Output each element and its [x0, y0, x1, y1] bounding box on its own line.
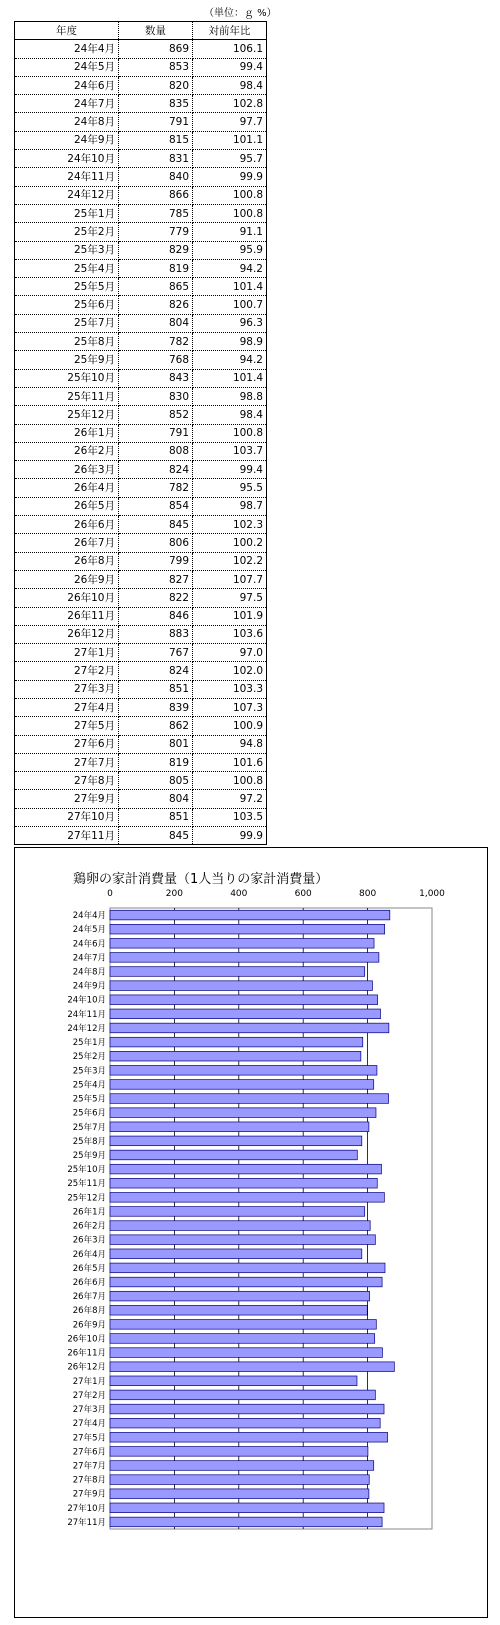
- bar: [110, 981, 372, 991]
- bar: [110, 910, 390, 920]
- category-label: 24年7月: [72, 953, 106, 964]
- bar: [110, 1037, 363, 1047]
- table-row: [15, 808, 267, 826]
- bar: [110, 1418, 380, 1428]
- cell-quantity: 791: [119, 424, 193, 442]
- category-label: 27年7月: [72, 1461, 106, 1472]
- cell-yoy: 100.7: [193, 296, 267, 314]
- category-label: 26年11月: [67, 1348, 106, 1359]
- cell-yoy: 107.3: [193, 698, 267, 716]
- category-label: 27年1月: [72, 1376, 106, 1387]
- cell-yoy: 102.2: [193, 552, 267, 570]
- chart-frame: [14, 847, 488, 1618]
- cell-period: 24年4月: [15, 40, 119, 58]
- cell-quantity: 791: [119, 113, 193, 131]
- cell-period: 26年8月: [15, 552, 119, 570]
- cell-quantity: 820: [119, 76, 193, 94]
- cell-period: 24年5月: [15, 58, 119, 76]
- category-label: 25年9月: [72, 1150, 106, 1161]
- bar: [110, 1447, 368, 1457]
- cell-quantity: 804: [119, 790, 193, 808]
- table-row: [15, 516, 267, 534]
- table-row: [15, 333, 267, 351]
- category-label: 26年3月: [72, 1235, 106, 1246]
- x-tick-label: 1,000: [419, 889, 445, 899]
- cell-quantity: 866: [119, 186, 193, 204]
- category-label: 24年12月: [67, 1023, 106, 1034]
- table-row: [15, 387, 267, 405]
- table-row: [15, 241, 267, 259]
- cell-quantity: 822: [119, 589, 193, 607]
- category-label: 24年10月: [67, 995, 106, 1006]
- cell-quantity: 853: [119, 58, 193, 76]
- x-tick-label: 600: [294, 889, 312, 899]
- table-row: [15, 131, 267, 149]
- cell-quantity: 829: [119, 241, 193, 259]
- category-label: 26年5月: [72, 1263, 106, 1274]
- cell-period: 25年3月: [15, 241, 119, 259]
- cell-yoy: 100.8: [193, 186, 267, 204]
- cell-quantity: 846: [119, 607, 193, 625]
- table-row: [15, 680, 267, 698]
- cell-yoy: 100.8: [193, 772, 267, 790]
- cell-yoy: 96.3: [193, 314, 267, 332]
- cell-period: 26年9月: [15, 570, 119, 588]
- bar: [110, 1291, 370, 1301]
- category-label: 27年2月: [72, 1390, 106, 1401]
- cell-period: 25年5月: [15, 278, 119, 296]
- cell-quantity: 824: [119, 461, 193, 479]
- cell-quantity: 805: [119, 772, 193, 790]
- cell-yoy: 95.7: [193, 150, 267, 168]
- category-label: 26年4月: [72, 1249, 106, 1260]
- bar: [110, 1164, 381, 1174]
- cell-yoy: 98.8: [193, 387, 267, 405]
- bar: [110, 1432, 388, 1442]
- cell-quantity: 785: [119, 204, 193, 222]
- cell-period: 25年7月: [15, 314, 119, 332]
- table-row: [15, 644, 267, 662]
- table-row: [15, 40, 267, 58]
- cell-period: 27年3月: [15, 680, 119, 698]
- table-row: [15, 113, 267, 131]
- table-row: [15, 717, 267, 735]
- bar: [110, 1517, 382, 1527]
- cell-yoy: 97.0: [193, 644, 267, 662]
- bar: [110, 1249, 362, 1259]
- category-label: 26年12月: [67, 1362, 106, 1373]
- cell-yoy: 98.4: [193, 76, 267, 94]
- x-tick-label: 0: [107, 889, 113, 899]
- cell-period: 26年5月: [15, 497, 119, 515]
- table-row: [15, 58, 267, 76]
- cell-quantity: 851: [119, 808, 193, 826]
- cell-quantity: 819: [119, 259, 193, 277]
- cell-yoy: 98.4: [193, 406, 267, 424]
- cell-yoy: 97.2: [193, 790, 267, 808]
- cell-yoy: 106.1: [193, 40, 267, 58]
- bar: [110, 1489, 369, 1499]
- cell-period: 26年2月: [15, 442, 119, 460]
- table-header-row: [15, 22, 267, 40]
- cell-period: 27年2月: [15, 662, 119, 680]
- cell-quantity: 799: [119, 552, 193, 570]
- bar: [110, 1305, 367, 1315]
- bar: [110, 967, 365, 977]
- category-label: 27年3月: [72, 1405, 106, 1416]
- cell-yoy: 102.3: [193, 516, 267, 534]
- column-header-period: 年度: [15, 22, 119, 40]
- cell-quantity: 808: [119, 442, 193, 460]
- cell-quantity: 815: [119, 131, 193, 149]
- table-row: [15, 827, 267, 845]
- category-label: 27年11月: [67, 1517, 106, 1528]
- x-tick-label: 200: [165, 889, 183, 899]
- table-row: [15, 497, 267, 515]
- cell-period: 27年9月: [15, 790, 119, 808]
- cell-quantity: 845: [119, 516, 193, 534]
- cell-yoy: 97.7: [193, 113, 267, 131]
- category-label: 25年6月: [72, 1108, 106, 1119]
- bar: [110, 1009, 380, 1019]
- cell-period: 25年9月: [15, 351, 119, 369]
- table-row: [15, 790, 267, 808]
- cell-period: 25年10月: [15, 369, 119, 387]
- cell-quantity: 767: [119, 644, 193, 662]
- cell-quantity: 854: [119, 497, 193, 515]
- category-label: 24年4月: [72, 911, 106, 922]
- cell-yoy: 95.9: [193, 241, 267, 259]
- table-row: [15, 278, 267, 296]
- cell-period: 27年10月: [15, 808, 119, 826]
- cell-yoy: 97.5: [193, 589, 267, 607]
- bar: [110, 1475, 369, 1485]
- cell-period: 24年7月: [15, 95, 119, 113]
- bar: [110, 1390, 375, 1400]
- cell-quantity: 851: [119, 680, 193, 698]
- cell-period: 24年12月: [15, 186, 119, 204]
- data-table: [14, 21, 267, 845]
- cell-yoy: 101.4: [193, 369, 267, 387]
- bar: [110, 1051, 361, 1061]
- table-row: [15, 735, 267, 753]
- bar-chart: [15, 848, 487, 1617]
- cell-yoy: 103.6: [193, 625, 267, 643]
- table-row: [15, 479, 267, 497]
- cell-yoy: 100.2: [193, 534, 267, 552]
- category-label: 26年8月: [72, 1306, 106, 1317]
- bar: [110, 1334, 375, 1344]
- cell-yoy: 103.7: [193, 442, 267, 460]
- table-row: [15, 461, 267, 479]
- table-row: [15, 698, 267, 716]
- table-row: [15, 625, 267, 643]
- table-row: [15, 442, 267, 460]
- table-row: [15, 662, 267, 680]
- category-label: 24年6月: [72, 939, 106, 950]
- cell-quantity: 862: [119, 717, 193, 735]
- cell-quantity: 806: [119, 534, 193, 552]
- cell-yoy: 103.3: [193, 680, 267, 698]
- category-label: 26年7月: [72, 1292, 106, 1303]
- table-row: [15, 296, 267, 314]
- cell-quantity: 883: [119, 625, 193, 643]
- bar: [110, 1263, 385, 1273]
- cell-yoy: 101.1: [193, 131, 267, 149]
- bar: [110, 1221, 370, 1231]
- table-row: [15, 76, 267, 94]
- cell-yoy: 94.2: [193, 351, 267, 369]
- category-label: 24年8月: [72, 967, 106, 978]
- cell-period: 24年9月: [15, 131, 119, 149]
- bar: [110, 1320, 376, 1330]
- cell-quantity: 804: [119, 314, 193, 332]
- cell-quantity: 768: [119, 351, 193, 369]
- cell-quantity: 782: [119, 333, 193, 351]
- bar: [110, 1122, 369, 1132]
- category-label: 25年4月: [72, 1080, 106, 1091]
- category-label: 25年12月: [67, 1193, 106, 1204]
- cell-yoy: 98.9: [193, 333, 267, 351]
- table-row: [15, 552, 267, 570]
- bar: [110, 924, 385, 934]
- cell-quantity: 824: [119, 662, 193, 680]
- cell-yoy: 99.9: [193, 168, 267, 186]
- cell-period: 25年4月: [15, 259, 119, 277]
- cell-period: 27年11月: [15, 827, 119, 845]
- category-label: 25年10月: [67, 1165, 106, 1176]
- chart-title: 鶏卵の家計消費量（1人当りの家計消費量）: [73, 872, 329, 887]
- table-row: [15, 772, 267, 790]
- cell-period: 26年3月: [15, 461, 119, 479]
- cell-period: 25年1月: [15, 204, 119, 222]
- cell-quantity: 865: [119, 278, 193, 296]
- cell-quantity: 779: [119, 223, 193, 241]
- cell-yoy: 102.8: [193, 95, 267, 113]
- bar: [110, 1066, 377, 1076]
- category-label: 26年9月: [72, 1320, 106, 1331]
- cell-period: 25年2月: [15, 223, 119, 241]
- table-row: [15, 534, 267, 552]
- bar: [110, 1193, 384, 1203]
- cell-yoy: 91.1: [193, 223, 267, 241]
- bar: [110, 938, 374, 948]
- bar: [110, 1235, 375, 1245]
- cell-yoy: 98.7: [193, 497, 267, 515]
- table-row: [15, 259, 267, 277]
- cell-quantity: 839: [119, 698, 193, 716]
- bar: [110, 1404, 384, 1414]
- cell-yoy: 99.4: [193, 58, 267, 76]
- cell-yoy: 101.6: [193, 753, 267, 771]
- bar: [110, 1348, 382, 1358]
- cell-yoy: 100.8: [193, 204, 267, 222]
- category-label: 27年5月: [72, 1433, 106, 1444]
- category-label: 25年1月: [72, 1038, 106, 1049]
- cell-yoy: 95.5: [193, 479, 267, 497]
- x-tick-label: 400: [230, 889, 248, 899]
- cell-yoy: 94.8: [193, 735, 267, 753]
- category-label: 24年5月: [72, 925, 106, 936]
- category-label: 27年8月: [72, 1475, 106, 1486]
- bar: [110, 1461, 374, 1471]
- cell-period: 26年1月: [15, 424, 119, 442]
- cell-quantity: 869: [119, 40, 193, 58]
- cell-quantity: 835: [119, 95, 193, 113]
- category-label: 27年9月: [72, 1489, 106, 1500]
- cell-period: 26年4月: [15, 479, 119, 497]
- table-row: [15, 314, 267, 332]
- cell-yoy: 99.4: [193, 461, 267, 479]
- bar: [110, 1023, 389, 1033]
- bar: [110, 1150, 357, 1160]
- unit-note: （単位：ｇ %）: [204, 8, 277, 19]
- cell-yoy: 101.4: [193, 278, 267, 296]
- table-row: [15, 424, 267, 442]
- cell-period: 24年6月: [15, 76, 119, 94]
- cell-period: 27年1月: [15, 644, 119, 662]
- cell-quantity: 826: [119, 296, 193, 314]
- category-label: 25年8月: [72, 1136, 106, 1147]
- cell-quantity: 843: [119, 369, 193, 387]
- table-row: [15, 589, 267, 607]
- cell-yoy: 99.9: [193, 827, 267, 845]
- table-row: [15, 204, 267, 222]
- table-row: [15, 95, 267, 113]
- category-label: 26年10月: [67, 1334, 106, 1345]
- cell-period: 26年12月: [15, 625, 119, 643]
- cell-period: 27年4月: [15, 698, 119, 716]
- table-row: [15, 570, 267, 588]
- cell-yoy: 94.2: [193, 259, 267, 277]
- cell-period: 27年5月: [15, 717, 119, 735]
- cell-period: 24年8月: [15, 113, 119, 131]
- cell-quantity: 827: [119, 570, 193, 588]
- cell-quantity: 782: [119, 479, 193, 497]
- cell-period: 26年6月: [15, 516, 119, 534]
- category-label: 24年9月: [72, 981, 106, 992]
- cell-period: 26年11月: [15, 607, 119, 625]
- cell-period: 25年11月: [15, 387, 119, 405]
- category-label: 25年11月: [67, 1179, 106, 1190]
- cell-period: 27年6月: [15, 735, 119, 753]
- category-label: 27年6月: [72, 1447, 106, 1458]
- bar: [110, 953, 379, 963]
- category-label: 24年11月: [67, 1009, 106, 1020]
- cell-quantity: 819: [119, 753, 193, 771]
- category-label: 27年4月: [72, 1419, 106, 1430]
- cell-period: 25年6月: [15, 296, 119, 314]
- cell-period: 27年8月: [15, 772, 119, 790]
- x-tick-label: 800: [359, 889, 377, 899]
- category-label: 26年1月: [72, 1207, 106, 1218]
- table-row: [15, 168, 267, 186]
- column-header-yoy: 対前年比: [193, 22, 267, 40]
- cell-yoy: 103.5: [193, 808, 267, 826]
- cell-yoy: 100.9: [193, 717, 267, 735]
- cell-period: 25年12月: [15, 406, 119, 424]
- table-row: [15, 369, 267, 387]
- category-label: 27年10月: [67, 1503, 106, 1514]
- bar: [110, 1094, 389, 1104]
- cell-quantity: 840: [119, 168, 193, 186]
- table-row: [15, 753, 267, 771]
- table-row: [15, 186, 267, 204]
- bar: [110, 1376, 357, 1386]
- cell-quantity: 831: [119, 150, 193, 168]
- table-body: [15, 40, 267, 845]
- cell-yoy: 102.0: [193, 662, 267, 680]
- bar: [110, 1362, 394, 1372]
- column-header-quantity: 数量: [119, 22, 193, 40]
- category-label: 25年7月: [72, 1122, 106, 1133]
- bar: [110, 1503, 384, 1513]
- category-label: 25年3月: [72, 1066, 106, 1077]
- cell-quantity: 852: [119, 406, 193, 424]
- category-label: 26年2月: [72, 1221, 106, 1232]
- cell-yoy: 107.7: [193, 570, 267, 588]
- bar: [110, 1207, 365, 1217]
- bar: [110, 1136, 362, 1146]
- bar: [110, 1178, 377, 1188]
- table-row: [15, 351, 267, 369]
- bar: [110, 1277, 382, 1287]
- cell-quantity: 801: [119, 735, 193, 753]
- cell-period: 26年7月: [15, 534, 119, 552]
- cell-period: 26年10月: [15, 589, 119, 607]
- table-row: [15, 223, 267, 241]
- cell-yoy: 100.8: [193, 424, 267, 442]
- category-label: 25年5月: [72, 1094, 106, 1105]
- bar: [110, 1108, 376, 1118]
- cell-quantity: 845: [119, 827, 193, 845]
- cell-yoy: 101.9: [193, 607, 267, 625]
- table-row: [15, 406, 267, 424]
- bar: [110, 1080, 374, 1090]
- category-label: 26年6月: [72, 1278, 106, 1289]
- table-row: [15, 607, 267, 625]
- category-label: 25年2月: [72, 1052, 106, 1063]
- cell-period: 27年7月: [15, 753, 119, 771]
- cell-quantity: 830: [119, 387, 193, 405]
- cell-period: 24年11月: [15, 168, 119, 186]
- bar: [110, 995, 378, 1005]
- table-row: [15, 150, 267, 168]
- cell-period: 24年10月: [15, 150, 119, 168]
- cell-period: 25年8月: [15, 333, 119, 351]
